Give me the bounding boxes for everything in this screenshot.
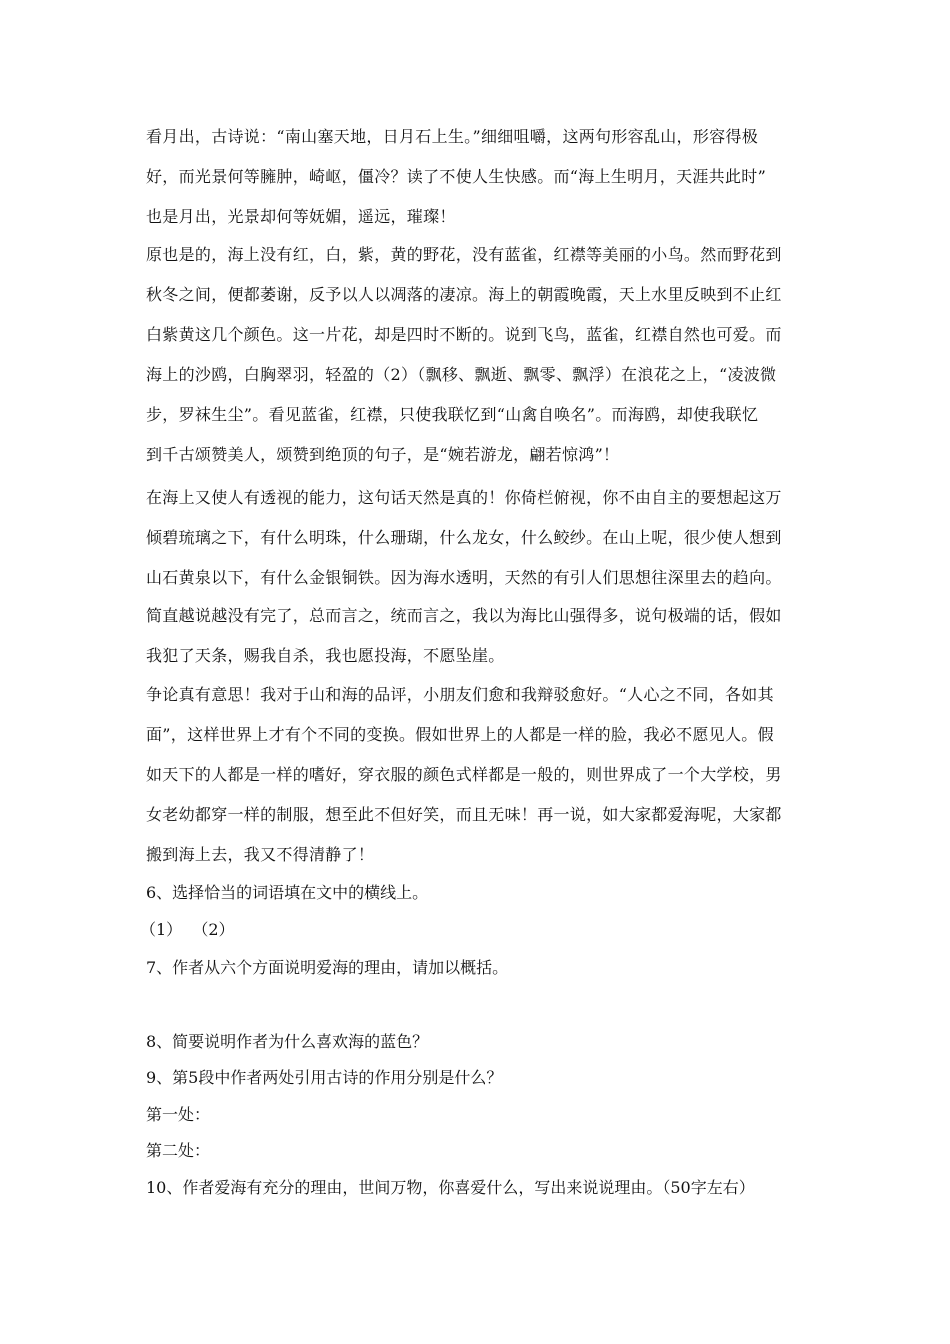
text-line: 海上的沙鸥，白胸翠羽，轻盈的（2）（飘移、飘逝、飘零、飘浮）在浪花之上，“凌波微: [146, 365, 777, 384]
question-9-first: 第一处：: [146, 1105, 211, 1124]
question-9: 9、第5段中作者两处引用古诗的作用分别是什么？: [146, 1068, 503, 1087]
question-6-answer-blanks: （1） （2）: [140, 920, 235, 939]
question-8: 8、简要说明作者为什么喜欢海的蓝色？: [146, 1032, 429, 1051]
text-line: 秋冬之间，便都萎谢，反予以人以凋落的凄凉。海上的朝霞晚霞，天上水里反映到不止红: [146, 285, 782, 304]
paragraph-flowers-birds: [146, 235, 782, 475]
text-line: 白紫黄这几个颜色。这一片花，却是四时不断的。说到飞鸟，蓝雀，红襟自然也可爱。而: [146, 325, 782, 344]
text-line: 我犯了天条，赐我自杀，我也愿投海，不愿坠崖。: [146, 646, 505, 665]
text-line: 简直越说越没有完了，总而言之，统而言之，我以为海比山强得多，说句极端的话，假如: [146, 606, 782, 625]
text-line: 在海上又使人有透视的能力，这句话天然是真的！你倚栏俯视，你不由自主的要想起这万: [146, 488, 782, 507]
text-line: 原也是的，海上没有红，白，紫，黄的野花，没有蓝雀，红襟等美丽的小鸟。然而野花到: [146, 245, 782, 264]
text-line: 倾碧琉璃之下，有什么明珠，什么珊瑚，什么龙女，什么鲛纱。在山上呢，很少使人想到: [146, 528, 782, 547]
text-line: 面”，这样世界上才有个不同的变换。假如世界上的人都是一样的脸，我必不愿见人。假: [146, 725, 774, 744]
text-line: 如天下的人都是一样的嗜好，穿衣服的颜色式样都是一般的，则世界成了一个大学校，男: [146, 765, 782, 784]
question-10: 10、作者爱海有充分的理由，世间万物，你喜爱什么，写出来说说理由。（50字左右）: [146, 1178, 755, 1197]
text-line: 看月出，古诗说：“南山塞天地，日月石上生。”细细咀嚼，这两句形容乱山，形容得极: [146, 127, 759, 146]
paragraph-transparency: [146, 478, 782, 598]
text-line: 女老幼都穿一样的制服，想至此不但好笑，而且无味！再一说，如大家都爱海呢，大家都: [146, 805, 782, 824]
paragraph-debate: [146, 675, 782, 875]
text-line: 山石黄泉以下，有什么金银铜铁。因为海水透明，天然的有引人们思想往深里去的趋向。: [146, 568, 782, 587]
paragraph-conclusion: [146, 596, 782, 676]
text-line: 争论真有意思！我对于山和海的品评，小朋友们愈和我辩驳愈好。“人心之不同，各如其: [146, 685, 774, 704]
question-6: 6、选择恰当的词语填在文中的横线上。: [146, 883, 429, 902]
paragraph-moonrise: [146, 117, 766, 237]
text-line: 步，罗袜生尘”。看见蓝雀，红襟，只使我联忆到“山禽自唤名”。而海鸥，却使我联忆: [146, 405, 759, 424]
text-line: 好，而光景何等臃肿，崎岖，僵冷？读了不使人生快感。而“海上生明月，天涯共此时”: [146, 167, 767, 186]
text-line: 也是月出，光景却何等妩媚，遥远，璀璨！: [146, 207, 456, 226]
question-7: 7、作者从六个方面说明爱海的理由，请加以概括。: [146, 958, 509, 977]
text-line: 搬到海上去，我又不得清静了！: [146, 845, 375, 864]
text-line: 到千古颂赞美人，颂赞到绝顶的句子，是“婉若游龙，翩若惊鸿”！: [146, 445, 620, 464]
question-9-second: 第二处：: [146, 1141, 211, 1160]
